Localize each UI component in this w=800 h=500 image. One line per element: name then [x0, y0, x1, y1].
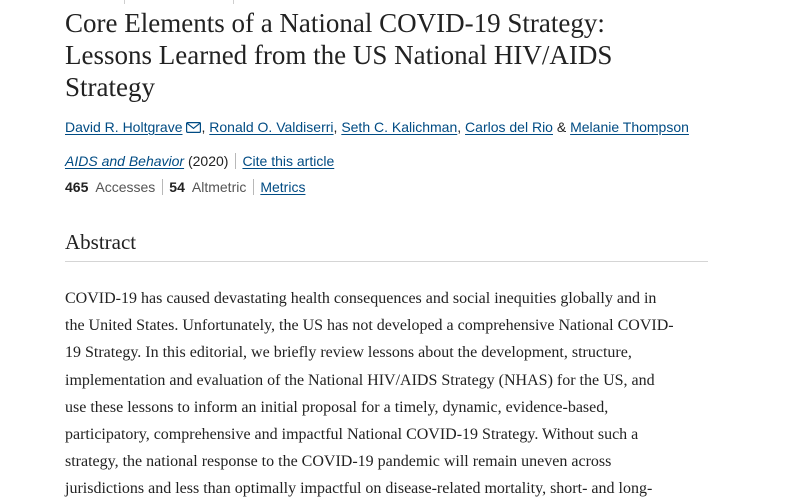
author-separator: , [333, 119, 338, 135]
abstract-text [65, 285, 725, 500]
divider [253, 179, 254, 195]
abstract-heading: Abstract [65, 230, 137, 254]
article-title [65, 7, 705, 103]
abstract-line: use these lessons to inform an initial proposal for a timely, dynamic, evidence-based, [65, 398, 609, 416]
divider [162, 179, 163, 195]
author-link[interactable]: Ronald O. Valdiserri [209, 119, 334, 135]
abstract-line: the United States. Unfortunately, the US has not developed a comprehensive National COVID- [65, 317, 674, 335]
author-link[interactable]: Carlos del Rio [465, 119, 553, 135]
envelope-icon[interactable] [186, 118, 201, 138]
author-separator: , [457, 119, 462, 135]
journal-link[interactable]: AIDS and Behavior [65, 153, 185, 169]
altmetric-count: 54 [169, 179, 185, 195]
cite-article-link[interactable]: Cite this article [242, 153, 335, 169]
divider [235, 153, 236, 169]
altmetric-label: Altmetric [191, 179, 247, 195]
top-strip-divider [233, 0, 234, 4]
accesses-count: 465 [65, 179, 89, 195]
article-title-line: Lessons Learned from the US National HIV/AIDS [65, 40, 613, 70]
abstract-line: 19 Strategy. In this editorial, we briefly review lessons about the development, structure, [65, 344, 632, 362]
publication-info [65, 151, 334, 171]
abstract-line: COVID-19 has caused devastating health consequences and social inequities globally and in [65, 290, 657, 307]
author-link[interactable]: Seth C. Kalichman [341, 119, 458, 135]
author-separator: , [201, 119, 206, 135]
abstract-line: strategy, the national response to the COVID-19 pandemic will remain uneven across [65, 453, 612, 471]
top-strip-remnant [0, 0, 800, 4]
abstract-line: jurisdictions and less than optimally impactful on disease-related mortality, short- and long- [65, 480, 653, 498]
abstract-line: implementation and evaluation of the National HIV/AIDS Strategy (NHAS) for the US, and [65, 371, 655, 389]
article-metrics [65, 177, 305, 197]
author-link[interactable]: Melanie Thompson [570, 119, 689, 135]
article-title-line: Strategy [65, 72, 155, 102]
author-last-joiner: & [556, 119, 567, 135]
abstract-line: participatory, comprehensive and impactful National COVID-19 Strategy. Without such a [65, 426, 639, 444]
article-title-line: Core Elements of a National COVID-19 Strategy: [65, 8, 605, 38]
abstract-divider [65, 261, 708, 262]
author-list [65, 117, 745, 138]
metrics-link[interactable]: Metrics [260, 179, 306, 195]
accesses-label: Accesses [95, 179, 156, 195]
publication-year: (2020) [187, 153, 229, 169]
author-link[interactable]: David R. Holtgrave [65, 119, 183, 135]
top-strip-divider [124, 0, 125, 4]
